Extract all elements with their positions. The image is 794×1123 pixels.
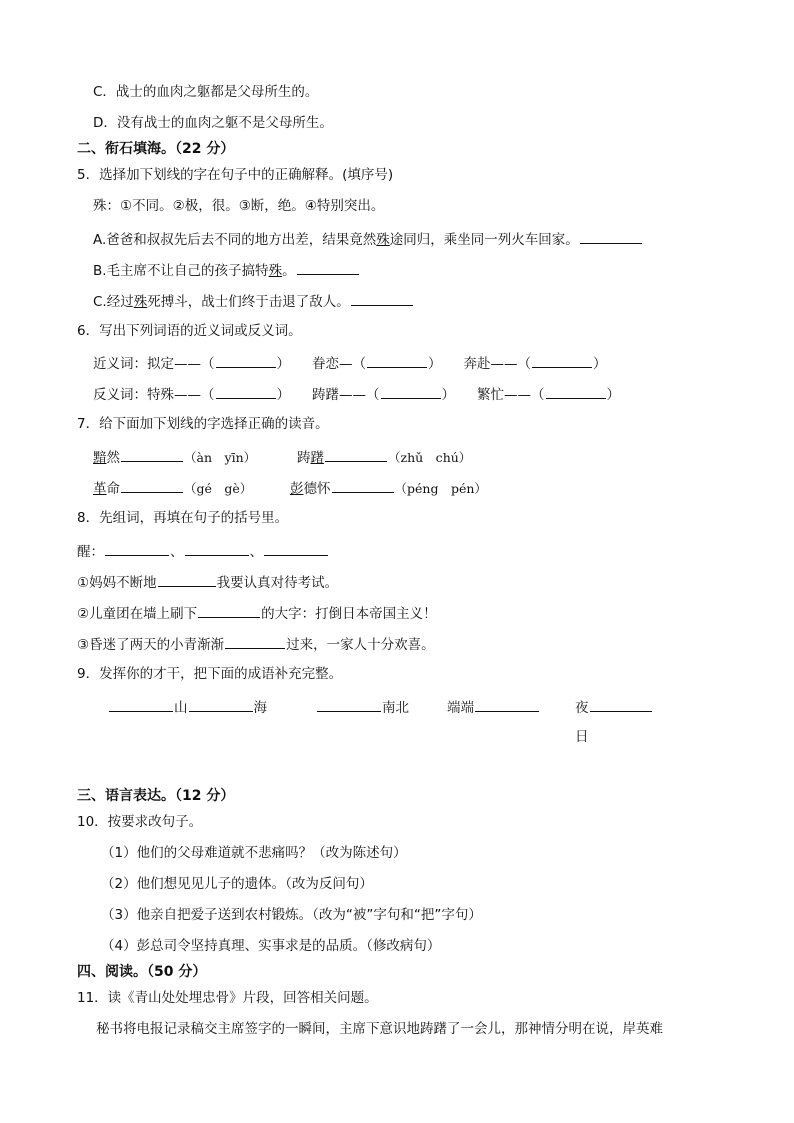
q5-stem: 5．选择加下划线的字在句子中的正确解释。(填序号) xyxy=(77,167,394,183)
q10-item-2: （2）他们想见见儿子的遗体。（改为反问句） xyxy=(101,876,373,892)
q10-item-3: （3）他亲自把爱子送到农村锻炼。（改为“被”字句和“把”字句） xyxy=(101,907,482,923)
q6-antonyms-row: 反义词：特殊——（ ） 踌躇——（ ） 繁忙——（ ） xyxy=(93,384,620,404)
answer-blank[interactable] xyxy=(332,478,394,493)
q10-item-4: （4）彭总司令坚持真理、实事求是的品质。（修改病句） xyxy=(101,938,441,954)
answer-blank[interactable] xyxy=(590,697,652,712)
q9-idiom-1: 山 海 xyxy=(108,697,267,717)
pinyin-options: （zhǔ chú） xyxy=(388,450,472,465)
pinyin-options: （péng pén） xyxy=(394,481,487,496)
answer-blank[interactable] xyxy=(325,447,387,462)
answer-blank[interactable] xyxy=(121,447,183,462)
answer-blank[interactable] xyxy=(105,541,169,556)
answer-blank[interactable] xyxy=(367,353,427,368)
q6-synonyms-row: 近义词：拟定——（ ） 眷恋—（ ） 奔赴——（ ） xyxy=(93,353,607,373)
q8-word-row: 醒： 、 、 xyxy=(77,541,329,561)
q7-item: 革命 （gé gè） xyxy=(93,478,252,498)
option-c: C．战士的血肉之躯都是父母所生的。 xyxy=(93,84,319,100)
q9-idiom-4: 夜 xyxy=(575,697,653,717)
q8-stem: 8．先组词，再填在句子的括号里。 xyxy=(77,510,289,526)
answer-blank[interactable] xyxy=(158,572,216,587)
answer-blank[interactable] xyxy=(121,478,183,493)
answer-blank[interactable] xyxy=(216,384,276,399)
q11-stem: 11．读《青山处处埋忠骨》片段，回答相关问题。 xyxy=(77,990,378,1006)
q5-definitions: 殊：①不同。②极，很。③断，绝。④特别突出。 xyxy=(93,198,385,214)
section-4-heading: 四、阅读。（50 分） xyxy=(77,964,207,980)
answer-blank[interactable] xyxy=(475,697,539,712)
answer-blank[interactable] xyxy=(185,541,249,556)
q9-stem: 9．发挥你的才干，把下面的成语补充完整。 xyxy=(77,666,343,682)
q5-item-a: A.爸爸和叔叔先后去不同的地方出差，结果竟然殊途同归，乘坐同一列火车回家。 xyxy=(93,229,643,249)
underlined-char: 躇 xyxy=(310,450,324,466)
answer-blank[interactable] xyxy=(297,260,359,275)
q10-stem: 10．按要求改句子。 xyxy=(77,814,203,830)
q11-passage: 秘书将电报记录稿交主席签字的一瞬间，主席下意识地踌躇了一会儿，那神情分明在说，岸英难 xyxy=(96,1021,663,1037)
underlined-char: 殊 xyxy=(268,263,283,279)
answer-blank[interactable] xyxy=(109,697,173,712)
underlined-char: 革 xyxy=(93,481,107,497)
q8-sentence-3: ③昏迷了两天的小青渐渐 过来，一家人十分欢喜。 xyxy=(77,634,435,654)
answer-blank[interactable] xyxy=(351,291,413,306)
answer-blank[interactable] xyxy=(264,541,328,556)
section-2-heading: 二、衔石填海。（22 分） xyxy=(77,141,235,157)
q5-item-c: C.经过殊死搏斗，战士们终于击退了敌人。 xyxy=(93,291,414,311)
answer-blank[interactable] xyxy=(317,697,381,712)
answer-blank[interactable] xyxy=(189,697,253,712)
q8-sentence-1: ①妈妈不断地 我要认真对待考试。 xyxy=(77,572,338,592)
answer-blank[interactable] xyxy=(198,603,260,618)
q9-idiom-2: 南北 xyxy=(316,697,409,717)
answer-blank[interactable] xyxy=(580,229,642,244)
q7-item: 黯然 （àn yīn） xyxy=(93,447,256,467)
q7-stem: 7．给下面加下划线的字选择正确的读音。 xyxy=(77,416,329,432)
answer-blank[interactable] xyxy=(532,353,592,368)
q5-item-b: B.毛主席不让自己的孩子搞特殊。 xyxy=(93,260,360,280)
answer-blank[interactable] xyxy=(546,384,606,399)
q9-idiom-4-end: 日 xyxy=(575,729,589,745)
underlined-char: 彭 xyxy=(290,481,304,497)
underlined-char: 黯 xyxy=(93,450,107,466)
option-d: D．没有战士的血肉之躯不是父母所生。 xyxy=(93,115,333,131)
answer-blank[interactable] xyxy=(381,384,441,399)
q7-item: 踌躇 （zhǔ chú） xyxy=(297,447,471,467)
q6-stem: 6．写出下列词语的近义词或反义词。 xyxy=(77,323,302,339)
answer-blank[interactable] xyxy=(216,353,276,368)
underlined-char: 殊 xyxy=(376,232,390,248)
underlined-char: 殊 xyxy=(133,294,148,310)
answer-blank[interactable] xyxy=(225,634,285,649)
pinyin-options: （gé gè） xyxy=(184,481,253,496)
section-3-heading: 三、语言表达。（12 分） xyxy=(77,788,235,804)
q9-idiom-3: 端端 xyxy=(447,697,540,717)
q10-item-1: （1）他们的父母难道就不悲痛吗？（改为陈述句） xyxy=(101,845,407,861)
q8-sentence-2: ②儿童团在墙上刷下 的大字：打倒日本帝国主义！ xyxy=(77,603,437,623)
q7-item: 彭德怀 （péng pén） xyxy=(290,478,487,498)
pinyin-options: （àn yīn） xyxy=(184,450,257,465)
